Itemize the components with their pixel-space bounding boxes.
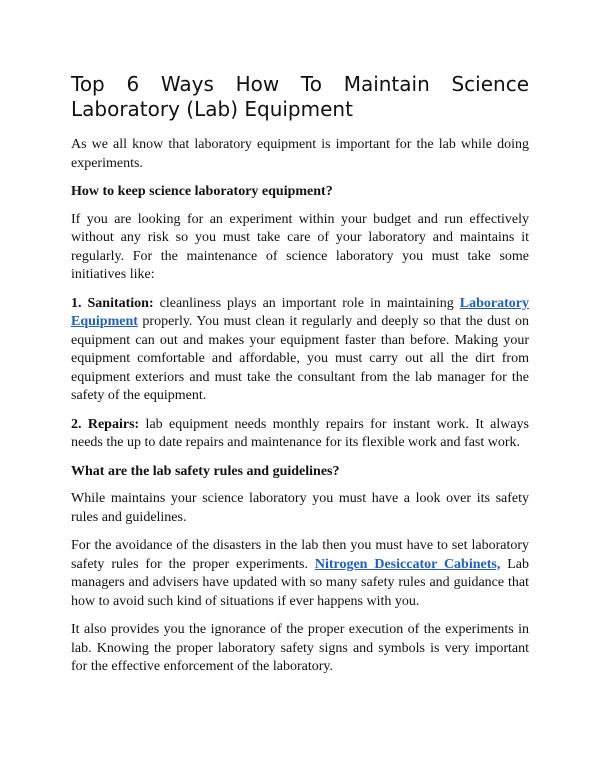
repairs-paragraph (71, 416, 529, 453)
page-title: Top 6 Ways How To Maintain Science Laboratory (Lab) Equipment (71, 72, 529, 121)
sanitation-text-rest: properly. You must clean it regularly and deeply so that the dust on equipment can out and makes your equipment faster than before. Making your equipment comfortable and affordable, you must carry out all the dirt from equipment exteriors and must take the consultant from the lab manager for the safety of the equipment. (71, 314, 529, 403)
safety-signs-paragraph: It also provides you the ignorance of the proper execution of the experiments in lab. Knowing the proper laboratory safety signs and symbols is very important for the effective enforcement of the laboratory. (71, 622, 529, 674)
section-heading-safety: What are the lab safety rules and guidelines? (71, 463, 340, 479)
safety-rules-text-lead: For the avoidance of the disasters in the lab then you must have to set laboratory safety rules for the proper experiments. (71, 538, 529, 572)
repairs-label: 2. Repairs: (71, 416, 140, 432)
safety-intro-paragraph: While maintains your science laboratory you must have a look over its safety rules and guidelines. (71, 491, 529, 525)
safety-rules-paragraph (71, 537, 529, 611)
section-heading-maintenance: How to keep science laboratory equipment? (71, 184, 333, 199)
intro-paragraph: As we all know that laboratory equipment is important for the lab while doing experiments. (71, 137, 529, 171)
sanitation-text-lead: cleanliness plays an important role in maintaining (153, 295, 460, 311)
laboratory-equipment-link[interactable]: Laboratory Equipment (71, 295, 529, 329)
nitrogen-desiccator-cabinets-link[interactable]: Nitrogen Desiccator Cabinets, (314, 556, 501, 572)
sanitation-paragraph (71, 295, 529, 406)
sanitation-label: 1. Sanitation: (71, 295, 154, 311)
repairs-text: lab equipment needs monthly repairs for instant work. It always needs the up to date repairs and maintenance for its flexible work and fast work. (71, 416, 529, 450)
maintenance-paragraph: If you are looking for an experiment within your budget and run effectively without any risk so you must take care of your laboratory and maintains it regularly. For the maintenance of science laboratory you must take some initiatives like: (71, 211, 529, 282)
safety-rules-text-rest: Lab managers and advisers have updated with so many safety rules and guidance that how to avoid such kind of situations if ever happens with you. (71, 556, 530, 609)
